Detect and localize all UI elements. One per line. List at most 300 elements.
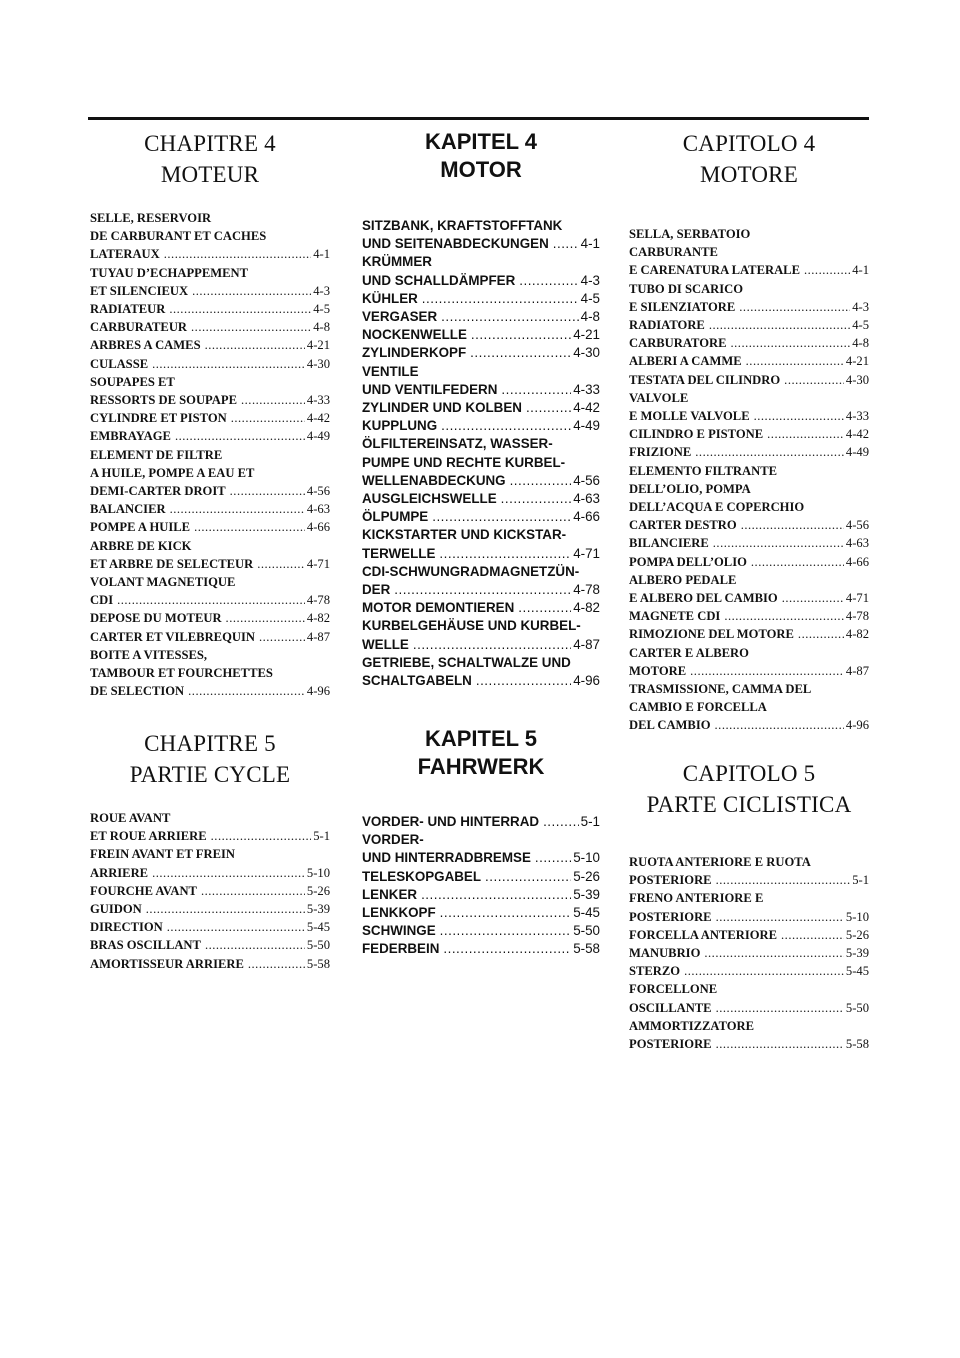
dot-leader xyxy=(684,962,844,980)
toc-entry-title-line: FOURCHE AVANT xyxy=(90,883,197,898)
page-number: 5-10 xyxy=(306,865,330,880)
chapter4-it xyxy=(629,128,869,735)
toc-entry xyxy=(362,563,600,599)
toc-entry-title-line: ET ARBRE DE SELECTEUR xyxy=(90,556,254,571)
page-number: 4-87 xyxy=(306,629,330,644)
page-number: 4-87 xyxy=(573,636,600,652)
toc-entry-title-line: E ALBERO DEL CAMBIO xyxy=(629,591,778,606)
toc-entry-title-line: LENKER xyxy=(362,886,418,902)
dot-leader xyxy=(230,482,305,500)
dot-leader xyxy=(553,235,579,253)
toc-entry xyxy=(629,944,869,962)
toc-entry-row xyxy=(629,944,869,962)
dot-leader xyxy=(443,940,571,958)
toc-entry-title-line: ARBRE DE KICK xyxy=(90,538,192,553)
toc-entry-title-line: DELL’ACQUA E COPERCHIO xyxy=(629,500,805,515)
page-number: 4-33 xyxy=(573,381,600,397)
toc-entry-row xyxy=(362,849,600,867)
page-number: 4-5 xyxy=(852,318,869,333)
toc-entry xyxy=(629,371,869,389)
dot-leader xyxy=(716,908,844,926)
toc-entry-title-line: EMBRAYAGE xyxy=(90,429,171,444)
toc-entry xyxy=(362,940,600,958)
dot-leader xyxy=(501,490,572,508)
toc-entry-title-line: ZYLINDER UND KOLBEN xyxy=(362,400,522,416)
page-number: 4-21 xyxy=(306,338,330,353)
page-number: 4-82 xyxy=(306,611,330,626)
page-number: 4-63 xyxy=(306,502,330,517)
chapter-title: CHAPITRE 5 xyxy=(144,731,276,756)
toc-entry-title-line: CARTER DESTRO xyxy=(629,518,737,533)
toc-entry-title-line: VORDER- xyxy=(362,832,424,848)
toc-entry-title-line: ET SILENCIEUX xyxy=(90,283,189,298)
page-number: 4-1 xyxy=(852,263,869,278)
toc-entry-title-line: UND HINTERRADBREMSE xyxy=(362,850,531,866)
toc-entry-title-line: ROUE AVANT xyxy=(90,811,171,825)
toc-entry-title-line: ALBERI A CAMME xyxy=(629,354,742,369)
toc-entry xyxy=(90,373,330,409)
toc-entry-title-line: LATERAUX xyxy=(90,247,160,262)
toc-entry-title-line: POMPE A HUILE xyxy=(90,520,191,535)
page-number: 4-3 xyxy=(580,272,600,288)
toc-list xyxy=(362,217,600,690)
toc-entry xyxy=(90,646,330,701)
dot-leader xyxy=(784,371,844,389)
toc-entry-title-line: VERGASER xyxy=(362,309,438,325)
toc-entry-title-line: PUMPE UND RECHTE KURBEL- xyxy=(362,454,566,470)
toc-entry-row xyxy=(90,682,330,700)
toc-entry-row xyxy=(90,391,330,409)
chapter5-fr xyxy=(90,728,330,973)
dot-leader xyxy=(716,871,851,889)
page-number: 4-42 xyxy=(573,400,600,416)
chapter-heading xyxy=(90,128,330,190)
toc-entry-row xyxy=(629,908,869,926)
page-number: 4-66 xyxy=(306,520,330,535)
page-number: 4-49 xyxy=(306,429,330,444)
toc-entry-title-line: UND VENTILFEDERN xyxy=(362,381,498,397)
toc-entry-row xyxy=(90,518,330,536)
page-number: 4-82 xyxy=(573,600,600,616)
toc-entry-row xyxy=(90,318,330,336)
toc-entry-title-line: LENKKOPF xyxy=(362,905,436,921)
dot-leader xyxy=(421,886,571,904)
toc-entry xyxy=(629,571,869,607)
toc-entry-title-line: ARRIERE xyxy=(90,865,149,880)
dot-leader xyxy=(519,272,578,290)
dot-leader xyxy=(518,599,571,617)
dot-leader xyxy=(470,344,571,362)
toc-entry-title-line: RIMOZIONE DEL MOTORE xyxy=(629,627,794,642)
page-number: 4-56 xyxy=(845,518,869,533)
toc-entry-title-line: CAMBIO E FORCELLA xyxy=(629,700,767,715)
toc-entry xyxy=(629,316,869,334)
page-number: 5-1 xyxy=(852,873,869,888)
page-number: 4-21 xyxy=(845,354,869,369)
toc-entry-title-line: CULASSE xyxy=(90,356,149,371)
dot-leader xyxy=(192,282,311,300)
toc-entry-row xyxy=(362,490,600,508)
toc-entry-title-line: TESTATA DEL CILINDRO xyxy=(629,372,781,387)
dot-leader xyxy=(170,500,305,518)
toc-entry-title-line: BALANCIER xyxy=(90,502,166,517)
dot-leader xyxy=(526,399,571,417)
toc-entry-row xyxy=(629,261,869,279)
dot-leader xyxy=(205,936,305,954)
toc-entry-row xyxy=(90,300,330,318)
page-number: 4-42 xyxy=(306,411,330,426)
page-number: 4-3 xyxy=(313,283,330,298)
dot-leader xyxy=(231,409,305,427)
toc-entry-row xyxy=(90,282,330,300)
toc-entry xyxy=(629,926,869,944)
toc-entry-title-line: RESSORTS DE SOUPAPE xyxy=(90,393,237,408)
dot-leader xyxy=(439,545,571,563)
toc-entry-row xyxy=(90,245,330,263)
chapter-subtitle: FAHRWERK xyxy=(417,754,545,779)
toc-entry xyxy=(90,209,330,264)
chapter-subtitle: MOTEUR xyxy=(160,162,260,187)
toc-entry xyxy=(362,617,600,653)
toc-entry xyxy=(90,518,330,536)
toc-entry-row xyxy=(629,871,869,889)
chapter-heading xyxy=(629,758,869,820)
toc-entry-title-line: CARBURATORE xyxy=(629,336,727,351)
toc-entry xyxy=(90,427,330,445)
toc-entry-title-line: DEL CAMBIO xyxy=(629,718,711,733)
toc-entry-title-line: FORCELLONE xyxy=(629,982,718,997)
toc-entry-title-line: DELL’OLIO, POMPA xyxy=(629,481,751,496)
toc-entry-title-line: FREIN AVANT ET FREIN xyxy=(90,847,235,862)
toc-entry xyxy=(362,417,600,435)
toc-entry-title-line: RADIATEUR xyxy=(90,302,166,317)
toc-entry-row xyxy=(362,344,600,362)
page-number: 4-8 xyxy=(852,336,869,351)
page-number: 5-26 xyxy=(573,868,600,884)
toc-entry xyxy=(90,609,330,627)
toc-entry xyxy=(90,955,330,973)
toc-entry xyxy=(629,853,869,889)
dot-leader xyxy=(741,516,844,534)
toc-entry-row xyxy=(362,922,600,940)
dot-leader xyxy=(248,955,305,973)
toc-entry-title-line: TAMBOUR ET FOURCHETTES xyxy=(90,666,273,681)
toc-entry xyxy=(362,904,600,922)
toc-entry-title-line: ÖLPUMPE xyxy=(362,509,429,525)
toc-entry-row xyxy=(629,316,869,334)
toc-entry xyxy=(90,809,330,845)
toc-entry-title-line: FRENO ANTERIORE E xyxy=(629,891,764,906)
toc-entry-title-line: CDI xyxy=(90,593,114,608)
dot-leader xyxy=(746,352,844,370)
toc-entry-row xyxy=(629,625,869,643)
dot-leader xyxy=(485,868,571,886)
toc-entry-row xyxy=(629,716,869,734)
dot-leader xyxy=(471,326,571,344)
toc-entry xyxy=(629,980,869,1016)
dot-leader xyxy=(716,999,844,1017)
toc-entry-row xyxy=(629,443,869,461)
page-number: 4-71 xyxy=(845,591,869,606)
chapter5-it xyxy=(629,758,869,1053)
toc-entry-row xyxy=(629,407,869,425)
toc-entry-title-line: CILINDRO E PISTONE xyxy=(629,427,764,442)
dot-leader xyxy=(191,318,311,336)
page-number: 4-87 xyxy=(845,663,869,678)
toc-entry-row xyxy=(629,371,869,389)
dot-leader xyxy=(194,518,305,536)
toc-entry-title-line: TUBO DI SCARICO xyxy=(629,281,744,296)
toc-entry-row xyxy=(90,500,330,518)
toc-entry-row xyxy=(629,534,869,552)
toc-entry-title-line: STERZO xyxy=(629,964,681,979)
page-number: 4-71 xyxy=(306,556,330,571)
toc-entry-row xyxy=(362,940,600,958)
toc-entry xyxy=(362,326,600,344)
toc-entry-row xyxy=(629,962,869,980)
toc-entry xyxy=(362,435,600,490)
toc-entry-row xyxy=(90,918,330,936)
toc-entry-title-line: WELLENABDECKUNG xyxy=(362,472,506,488)
dot-leader xyxy=(146,900,305,918)
page-number: 4-3 xyxy=(852,299,869,314)
toc-entry-title-line: DE SELECTION xyxy=(90,684,185,699)
toc-entry xyxy=(362,886,600,904)
toc-entry-title-line: KRÜMMER xyxy=(362,254,432,270)
toc-entry xyxy=(362,308,600,326)
toc-entry-row xyxy=(362,886,600,904)
page-number: 5-1 xyxy=(313,829,330,844)
page-number: 4-8 xyxy=(313,320,330,335)
page-number: 4-49 xyxy=(845,445,869,460)
toc-entry xyxy=(362,526,600,562)
toc-entry xyxy=(90,537,330,573)
toc-entry xyxy=(629,443,869,461)
page-number: 4-1 xyxy=(313,247,330,262)
top-rule xyxy=(88,117,869,120)
toc-entry-title-line: CARBURANTE xyxy=(629,245,718,260)
toc-entry xyxy=(629,1017,869,1053)
toc-entry xyxy=(629,625,869,643)
toc-entry xyxy=(629,389,869,425)
page-number: 4-30 xyxy=(306,356,330,371)
dot-leader xyxy=(695,443,844,461)
dot-leader xyxy=(501,381,571,399)
toc-entry-title-line: FEDERBEIN xyxy=(362,941,440,957)
toc-entry-row xyxy=(90,628,330,646)
chapter-title: CAPITOLO 4 xyxy=(682,131,816,156)
dot-leader xyxy=(724,607,844,625)
toc-entry-title-line: KURBELGEHÄUSE UND KURBEL- xyxy=(362,618,581,634)
toc-entry-title-line: MANUBRIO xyxy=(629,946,701,961)
toc-entry-title-line: VORDER- UND HINTERRAD xyxy=(362,814,540,829)
dot-leader xyxy=(715,716,844,734)
toc-entry xyxy=(629,225,869,280)
toc-entry-title-line: SCHWINGE xyxy=(362,923,436,939)
page-number: 4-56 xyxy=(306,484,330,499)
page-number: 4-78 xyxy=(573,582,600,598)
dot-leader xyxy=(781,926,844,944)
toc-entry xyxy=(90,336,330,354)
toc-entry-row xyxy=(362,868,600,886)
toc-entry-row xyxy=(362,381,600,399)
toc-entry xyxy=(629,644,869,680)
toc-entry-row xyxy=(362,672,600,690)
page-number: 4-5 xyxy=(580,290,600,306)
toc-entry xyxy=(362,217,600,253)
toc-entry xyxy=(90,882,330,900)
toc-entry-title-line: ALBERO PEDALE xyxy=(629,572,737,587)
page-number: 4-21 xyxy=(573,327,600,343)
page-number: 4-78 xyxy=(845,609,869,624)
toc-entry xyxy=(362,490,600,508)
page-number: 5-39 xyxy=(306,902,330,917)
toc-entry-title-line: POSTERIORE xyxy=(629,873,712,888)
chapter-subtitle: MOTORE xyxy=(700,162,798,187)
toc-entry-title-line: POSTERIORE xyxy=(629,1037,712,1052)
toc-list xyxy=(90,209,330,700)
toc-entry-title-line: RADIATORE xyxy=(629,318,705,333)
toc-entry-row xyxy=(90,555,330,573)
toc-entry-row xyxy=(90,900,330,918)
page-number: 4-66 xyxy=(573,509,600,525)
dot-leader xyxy=(164,245,311,263)
toc-entry-row xyxy=(362,399,600,417)
dot-leader xyxy=(205,336,305,354)
dot-leader xyxy=(704,944,844,962)
dot-leader xyxy=(804,261,850,279)
toc-entry xyxy=(90,355,330,373)
page-number: 5-58 xyxy=(306,956,330,971)
toc-entry-title-line: BILANCIERE xyxy=(629,536,709,551)
dot-leader xyxy=(422,290,579,308)
page-number: 5-50 xyxy=(573,923,600,939)
page-number: 4-33 xyxy=(845,409,869,424)
page-number: 4-96 xyxy=(306,684,330,699)
page-number: 5-50 xyxy=(845,1000,869,1015)
toc-list xyxy=(629,853,869,1053)
toc-entry-title-line: KÜHLER xyxy=(362,290,418,306)
toc-entry xyxy=(90,900,330,918)
toc-entry-title-line: KUPPLUNG xyxy=(362,418,438,434)
toc-entry-title-line: A HUILE, POMPE A EAU ET xyxy=(90,465,255,480)
page-number: 4-82 xyxy=(845,627,869,642)
toc-entry-row xyxy=(362,599,600,617)
toc-entry-row xyxy=(629,298,869,316)
toc-entry xyxy=(629,534,869,552)
toc-entry xyxy=(629,553,869,571)
chapter-title: CHAPITRE 4 xyxy=(144,131,276,156)
page-number: 5-45 xyxy=(573,905,600,921)
dot-leader xyxy=(440,904,572,922)
toc-entry-title-line: UND SCHALLDÄMPFER xyxy=(362,272,516,288)
chapter4-fr xyxy=(90,128,330,700)
toc-entry-row xyxy=(629,334,869,352)
toc-entry-title-line: AMMORTIZZATORE xyxy=(629,1018,755,1033)
chapter-title: KAPITEL 5 xyxy=(424,726,538,751)
toc-entry-title-line: TRASMISSIONE, CAMMA DEL xyxy=(629,682,812,697)
dot-leader xyxy=(713,534,844,552)
toc-entry-title-line: E CARENATURA LATERALE xyxy=(629,263,800,278)
page-number: 4-30 xyxy=(845,372,869,387)
toc-entry-row xyxy=(362,636,600,654)
toc-entry-title-line: CARTER E ALBERO xyxy=(629,645,749,660)
dot-leader xyxy=(188,682,305,700)
toc-entry xyxy=(362,922,600,940)
toc-entry xyxy=(629,462,869,535)
dot-leader xyxy=(751,553,844,571)
toc-entry xyxy=(629,352,869,370)
chapter-title: KAPITEL 4 xyxy=(424,129,538,154)
toc-entry-title-line: NOCKENWELLE xyxy=(362,327,467,343)
page-number: 4-49 xyxy=(573,418,600,434)
page-number: 4-42 xyxy=(845,427,869,442)
toc-entry xyxy=(362,344,600,362)
toc-entry xyxy=(90,300,330,318)
toc-entry-row xyxy=(90,955,330,973)
toc-entry-row xyxy=(90,482,330,500)
chapter5-de xyxy=(362,725,600,959)
toc-entry-row xyxy=(629,607,869,625)
toc-entry-row xyxy=(629,1035,869,1053)
toc-entry-title-line: CYLINDRE ET PISTON xyxy=(90,411,227,426)
toc-entry-title-line: SITZBANK, KRAFTSTOFFTANK xyxy=(362,218,563,233)
dot-leader xyxy=(782,589,844,607)
toc-entry xyxy=(90,500,330,518)
dot-leader xyxy=(754,407,844,425)
page-number: 5-58 xyxy=(573,941,600,957)
toc-entry-title-line: BOITE A VITESSES, xyxy=(90,647,208,662)
toc-entry xyxy=(629,607,869,625)
toc-entry-title-line: DE CARBURANT ET CACHES xyxy=(90,229,267,244)
toc-entry-row xyxy=(362,545,600,563)
toc-entry-title-line: DIRECTION xyxy=(90,920,163,935)
page-number: 4-8 xyxy=(580,309,600,325)
page-number: 5-58 xyxy=(845,1037,869,1052)
toc-entry-title-line: AMORTISSEUR ARRIERE xyxy=(90,956,244,971)
dot-leader xyxy=(441,308,578,326)
toc-entry-title-line: ELEMENTO FILTRANTE xyxy=(629,463,778,478)
chapter-heading xyxy=(362,128,600,184)
toc-entry-row xyxy=(362,472,600,490)
toc-entry-row xyxy=(362,235,600,253)
page-number: 4-56 xyxy=(573,472,600,488)
page-number: 4-30 xyxy=(573,345,600,361)
toc-entry-title-line: BRAS OSCILLANT xyxy=(90,938,201,953)
toc-entry-row xyxy=(90,355,330,373)
toc-list xyxy=(90,809,330,973)
toc-entry-row xyxy=(90,609,330,627)
chapter-heading xyxy=(362,725,600,781)
toc-list xyxy=(362,813,600,959)
toc-list xyxy=(629,225,869,735)
dot-leader xyxy=(441,417,571,435)
toc-entry-row xyxy=(629,589,869,607)
dot-leader xyxy=(201,882,305,900)
toc-entry-row xyxy=(629,352,869,370)
dot-leader xyxy=(690,662,844,680)
toc-entry xyxy=(90,918,330,936)
toc-entry-row xyxy=(362,904,600,922)
toc-entry-title-line: CARBURATEUR xyxy=(90,320,188,335)
page-number: 4-96 xyxy=(845,718,869,733)
toc-entry xyxy=(629,334,869,352)
dot-leader xyxy=(167,918,305,936)
toc-entry xyxy=(90,318,330,336)
page-number: 4-78 xyxy=(306,593,330,608)
toc-entry-row xyxy=(90,827,330,845)
toc-entry xyxy=(629,280,869,316)
